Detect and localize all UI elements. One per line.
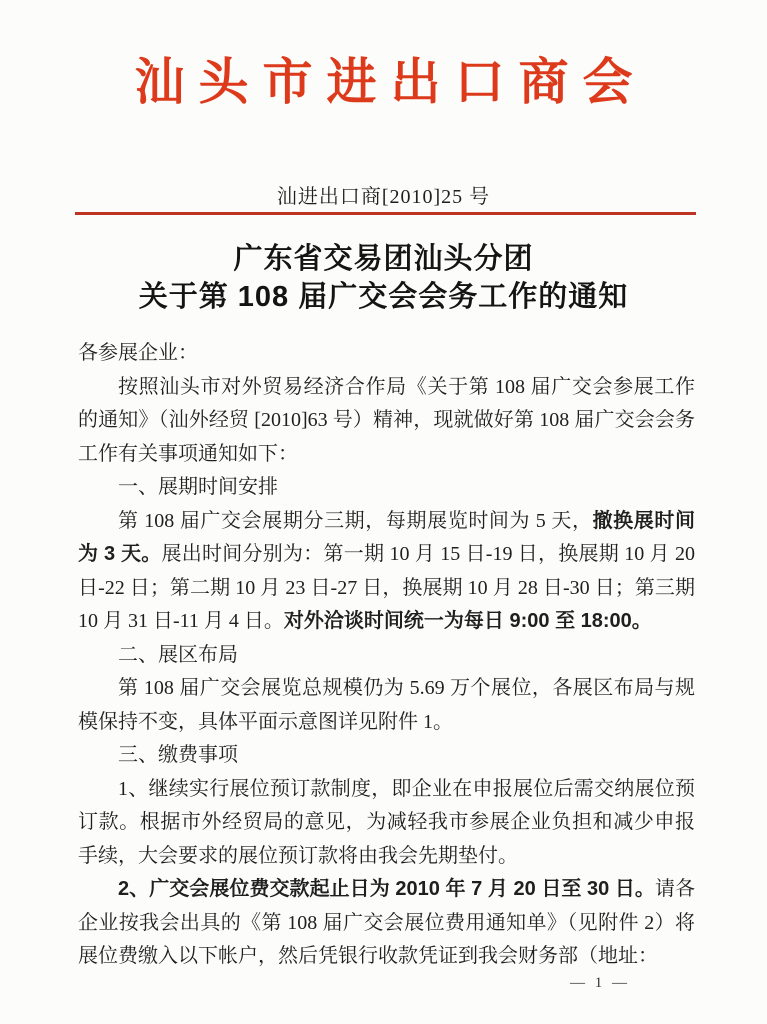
paragraph bbox=[78, 337, 695, 371]
emphasized-text-run: 2、广交会展位费交款起止日为 2010 年 7 月 20 日至 30 日。 bbox=[118, 878, 655, 900]
paragraph bbox=[78, 505, 695, 639]
text-run: 三、缴费事项 bbox=[118, 744, 238, 766]
paragraph bbox=[78, 739, 695, 773]
doc-title-line1: 广东省交易团汕头分团 bbox=[233, 243, 534, 275]
paragraph bbox=[78, 672, 695, 739]
paragraph bbox=[78, 773, 695, 874]
paragraph bbox=[78, 471, 695, 505]
text-run: 各参展企业： bbox=[78, 342, 198, 364]
document-body bbox=[78, 337, 695, 974]
paragraph bbox=[78, 371, 695, 472]
text-run: 请各企业按我会出具的《第 108 届广交会展位费用通知单》（见附件 2）将展位费缴入以下帐户，然后凭银行收款凭证到我会财务部（地址： bbox=[78, 878, 695, 967]
emphasized-text-run: 撤换展时间为 3 天。 bbox=[78, 509, 696, 565]
doc-title-line2: 关于第 108 届广交会会务工作的通知 bbox=[138, 281, 629, 313]
text-run: 展出时间分别为：第一期 10 月 15 日-19 日，换展期 10 月 20 日-22 日；第二期 10 月 23 日-27 日，换展期 10 月 28 日-30 日；第三期 10 月 31 日-11 月 4 日。 bbox=[78, 543, 695, 632]
text-run: 1、继续实行展位预订款制度，即企业在申报展位后需交纳展位预订款。根据市外经贸局的意见，为减轻我市参展企业负担和减少申报手续，大会要求的展位预订款将由我会先期垫付。 bbox=[78, 777, 695, 867]
paragraph bbox=[78, 873, 695, 974]
text-run: 一、展期时间安排 bbox=[118, 476, 278, 498]
text-run: 第 108 届广交会展览总规模仍为 5.69 万个展位，各展区布局与规模保持不变，具体平面示意图详见附件 1。 bbox=[78, 677, 695, 733]
red-divider-rule bbox=[75, 212, 696, 215]
doc-number: 汕进出口商[2010]25 号 bbox=[276, 186, 491, 208]
text-run: 第 108 届广交会展期分三期，每期展览时间为 5 天， bbox=[118, 509, 593, 532]
doc-title bbox=[0, 240, 767, 316]
org-title: 汕头市进出口商会 bbox=[134, 54, 647, 110]
paragraph bbox=[78, 639, 695, 673]
page-number: — 1 — bbox=[570, 975, 630, 991]
emphasized-text-run: 对外洽谈时间统一为每日 9:00 至 18:00。 bbox=[283, 610, 652, 632]
text-run: 二、展区布局 bbox=[118, 643, 238, 666]
text-run: 按照汕头市对外贸易经济合作局《关于第 108 届广交会参展工作的通知》（汕外经贸 [2010]63 号）精神，现就做好第 108 届广交会会务工作有关事项通知如下： bbox=[78, 375, 695, 465]
